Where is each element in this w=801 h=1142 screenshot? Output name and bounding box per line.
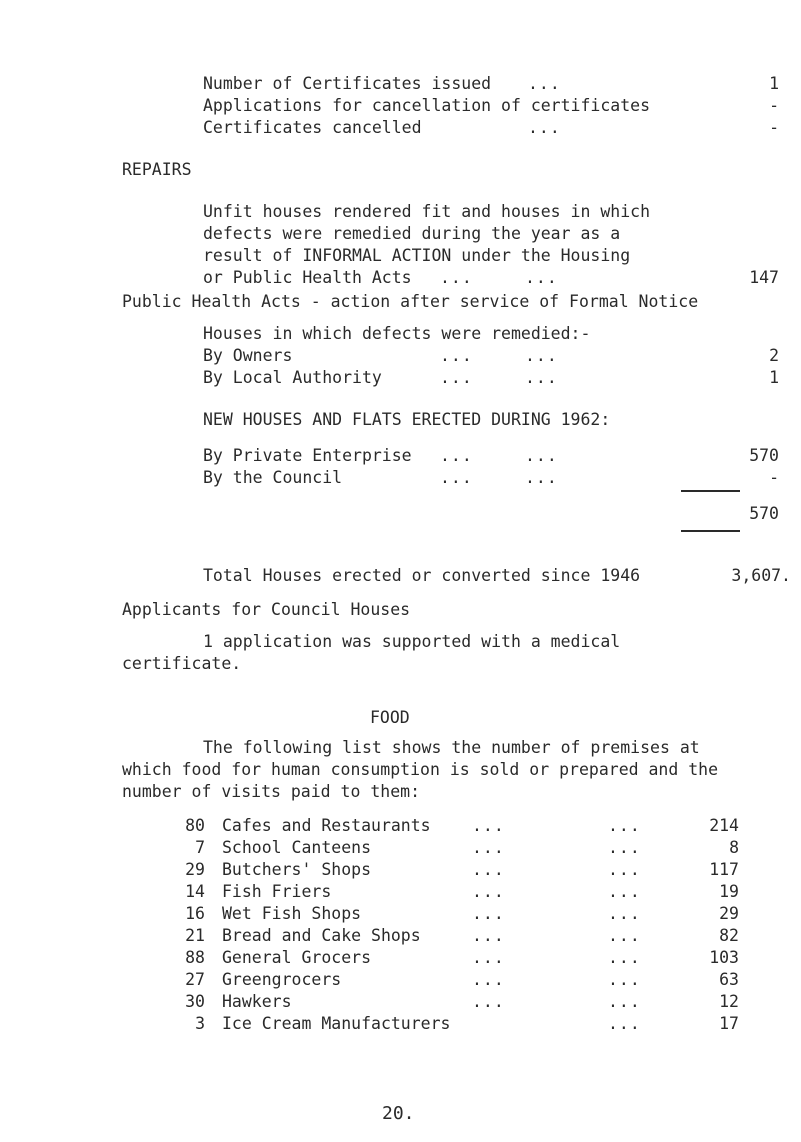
formal-notice-local-authority-dots: ... [440,368,473,387]
formal-notice-local-authority-value: 1 [769,368,779,387]
food-item-label: Fish Friers [222,882,332,901]
food-item-count: 27 [185,970,205,989]
food-item-dots: ... [472,816,505,835]
council-label: By the Council [203,468,343,487]
food-item-label: Ice Cream Manufacturers [222,1014,451,1033]
food-intro-line: number of visits paid to them: [122,782,421,801]
food-item-dots: ... [608,992,641,1011]
private-enterprise-dots: ... [440,446,473,465]
formal-notice-sub: Houses in which defects were remedied:- [203,324,591,343]
certificates-cancelled-value: - [769,118,779,137]
food-item-count: 88 [185,948,205,967]
page-number: 20. [382,1103,415,1124]
repairs-para-line: defects were remedied during the year as a [203,224,621,243]
food-item-visits: 19 [719,882,739,901]
food-item-count: 16 [185,904,205,923]
food-item-dots: ... [472,926,505,945]
food-intro-line: which food for human consumption is sold or prepared and the [122,760,719,779]
applicants-line: 1 application was supported with a medical [203,632,621,651]
food-item-label: Bread and Cake Shops [222,926,421,945]
applications-cancellation-value: - [769,96,779,115]
food-item-visits: 63 [719,970,739,989]
food-item-dots: ... [472,882,505,901]
applicants-line: certificate. [122,654,242,673]
certificates-cancelled-label: Certificates cancelled [203,118,422,137]
certificates-issued-dots: ... [528,74,561,93]
food-item-dots: ... [608,838,641,857]
food-item-label: School Canteens [222,838,372,857]
food-item-count: 80 [185,816,205,835]
food-item-label: General Grocers [222,948,372,967]
food-item-dots: ... [608,904,641,923]
food-item-count: 14 [185,882,205,901]
repairs-para-line: or Public Health Acts [203,268,412,287]
food-item-visits: 8 [729,838,739,857]
food-item-dots: ... [608,1014,641,1033]
private-enterprise-value: 570 [749,446,779,465]
food-item-visits: 17 [719,1014,739,1033]
food-item-count: 21 [185,926,205,945]
food-item-dots: ... [472,992,505,1011]
certificates-issued-label: Number of Certificates issued [203,74,492,93]
food-item-count: 29 [185,860,205,879]
new-houses-heading: NEW HOUSES AND FLATS ERECTED DURING 1962: [203,410,611,429]
applicants-heading: Applicants for Council Houses [122,600,411,619]
certificates-issued-value: 1 [769,74,779,93]
formal-notice-owners-value: 2 [769,346,779,365]
since-1946-label: Total Houses erected or converted since 1946 [203,566,641,585]
repairs-value: 147 [749,268,779,287]
council-value: - [769,468,779,487]
food-item-count: 30 [185,992,205,1011]
repairs-dots: ... [440,268,473,287]
food-item-count: 3 [195,1014,205,1033]
food-item-dots: ... [472,970,505,989]
repairs-heading: REPAIRS [122,160,192,179]
new-houses-total: 570 [749,504,779,523]
formal-notice-local-authority-label: By Local Authority [203,368,382,387]
repairs-para-line: result of INFORMAL ACTION under the Housing [203,246,631,265]
since-1946-value: 3,607. [731,566,791,585]
formal-notice-heading: Public Health Acts - action after service of Formal Notice [122,292,699,311]
food-item-dots: ... [472,860,505,879]
formal-notice-local-authority-dots: ... [525,368,558,387]
food-item-label: Wet Fish Shops [222,904,362,923]
food-item-dots: ... [608,926,641,945]
food-item-visits: 214 [709,816,739,835]
food-item-visits: 117 [709,860,739,879]
certificates-cancelled-dots: ... [528,118,561,137]
repairs-para-line: Unfit houses rendered fit and houses in which [203,202,651,221]
private-enterprise-dots: ... [525,446,558,465]
food-item-label: Butchers' Shops [222,860,372,879]
food-item-dots: ... [608,970,641,989]
food-intro-line: The following list shows the number of premises at [203,738,700,757]
repairs-dots: ... [525,268,558,287]
food-item-label: Greengrocers [222,970,342,989]
food-item-dots: ... [472,948,505,967]
food-item-visits: 82 [719,926,739,945]
food-item-dots: ... [608,860,641,879]
food-item-dots: ... [608,882,641,901]
applications-cancellation-label: Applications for cancellation of certificates [203,96,651,115]
food-item-visits: 29 [719,904,739,923]
food-item-count: 7 [195,838,205,857]
food-item-dots: ... [608,948,641,967]
subtotal-rule-bottom [681,530,740,532]
food-heading: FOOD [370,708,410,727]
formal-notice-owners-dots: ... [440,346,473,365]
food-item-visits: 103 [709,948,739,967]
council-dots: ... [525,468,558,487]
private-enterprise-label: By Private Enterprise [203,446,412,465]
food-item-dots: ... [472,904,505,923]
food-item-label: Hawkers [222,992,292,1011]
formal-notice-owners-dots: ... [525,346,558,365]
formal-notice-owners-label: By Owners [203,346,293,365]
food-item-label: Cafes and Restaurants [222,816,431,835]
food-item-visits: 12 [719,992,739,1011]
subtotal-rule-top [681,490,740,492]
food-item-dots: ... [472,838,505,857]
council-dots: ... [440,468,473,487]
food-item-dots: ... [608,816,641,835]
